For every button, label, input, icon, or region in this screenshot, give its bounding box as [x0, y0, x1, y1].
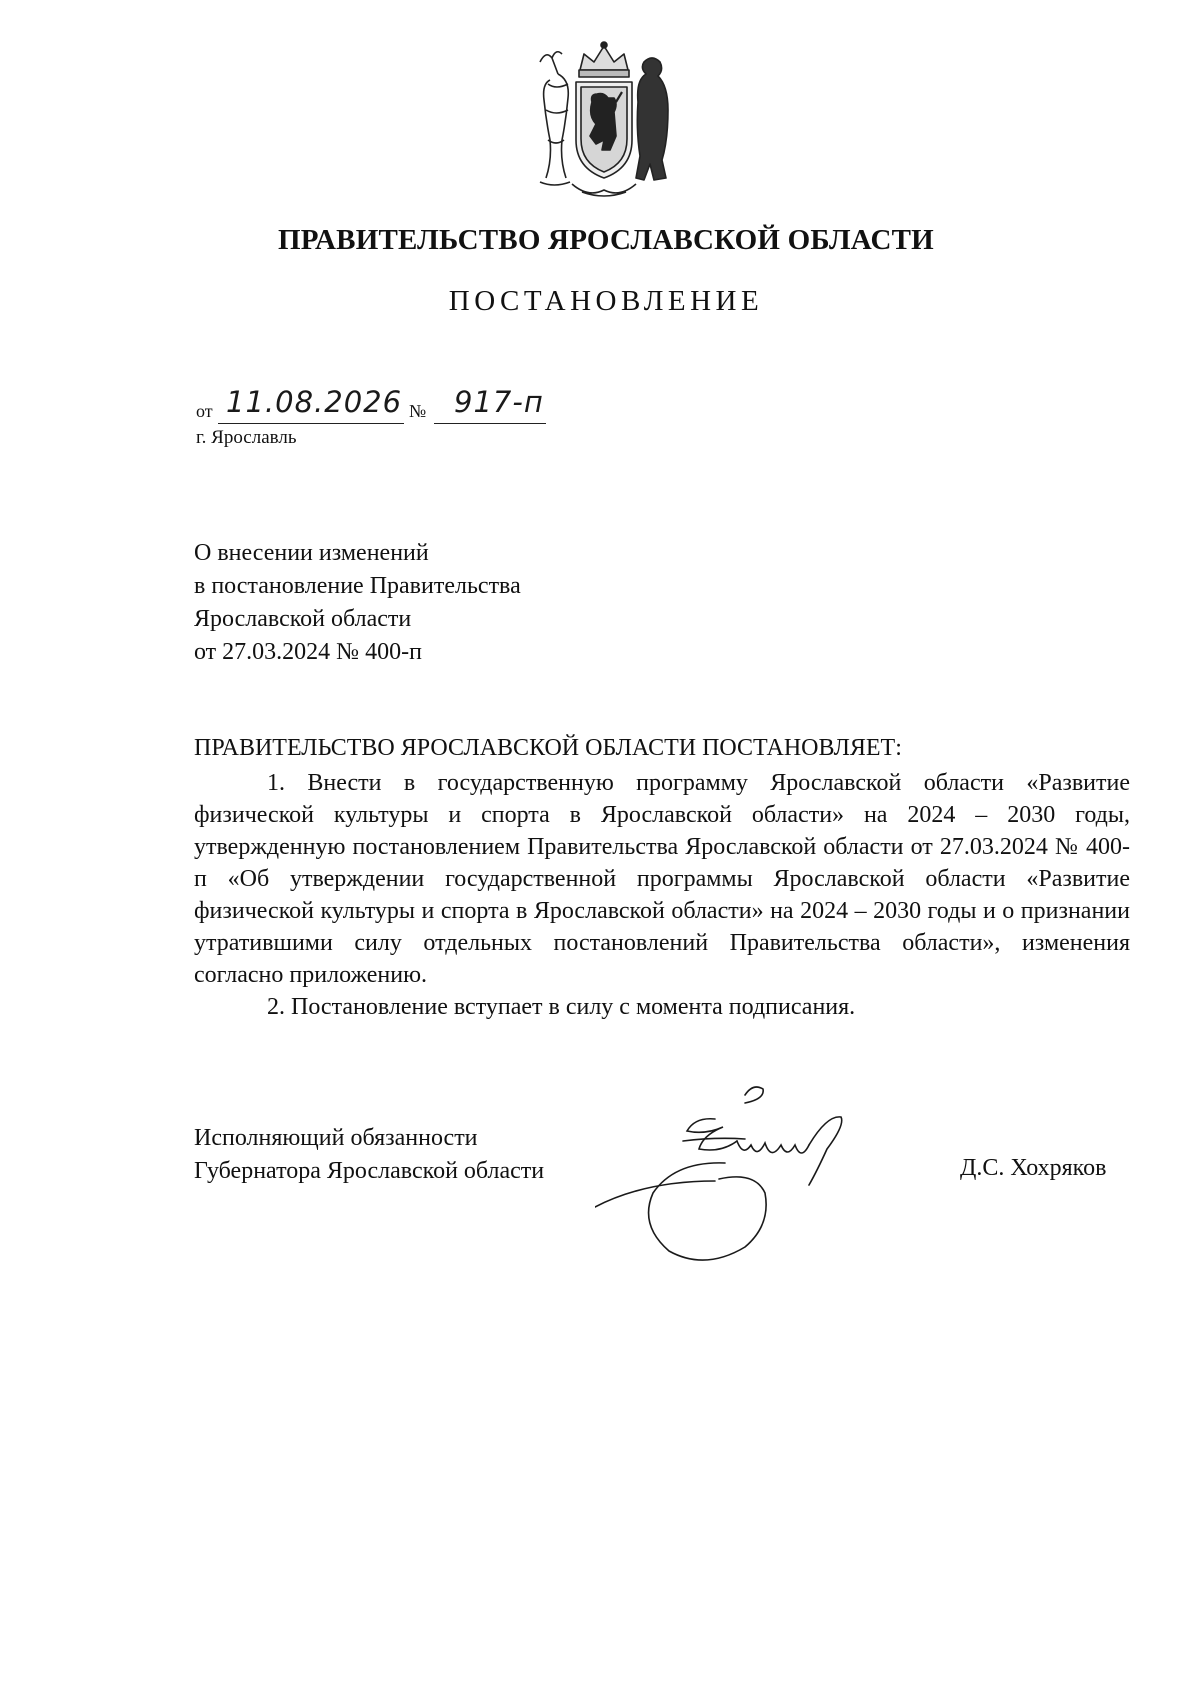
- government-title: ПРАВИТЕЛЬСТВО ЯРОСЛАВСКОЙ ОБЛАСТИ: [278, 224, 934, 256]
- paragraph-1: 1. Внести в государственную программу Ярославской области «Развитие физической культуры и спорта в Ярославской области» на 2024 – 2030 годы, утвержденную постановлением Правительства Ярославской области от 27.03.2024 № 400-п «Об утверждении государственной программы Ярославской области «Развитие физической культуры и спорта в Ярославской области» на 2024 – 2030 годы и о признании утратившими силу отдельных постановлений Правительства области», изменения согласно приложению.: [194, 770, 1130, 988]
- signatory-name: Д.С. Хохряков: [960, 1155, 1107, 1181]
- date-prefix: от: [196, 401, 213, 421]
- number-prefix: №: [409, 401, 427, 421]
- registration-line: [196, 385, 576, 425]
- handwritten-signature-icon: [595, 1075, 925, 1285]
- city: г. Ярославль: [196, 427, 297, 448]
- subject-line: Ярославской области: [194, 606, 412, 632]
- coat-of-arms-icon: [532, 40, 677, 200]
- position-line: Губернатора Ярославской области: [194, 1158, 545, 1184]
- decree-body: [194, 767, 1130, 1023]
- decree-heading: ПРАВИТЕЛЬСТВО ЯРОСЛАВСКОЙ ОБЛАСТИ ПОСТАНОВЛЯЕТ:: [194, 735, 902, 761]
- subject-block: [194, 537, 794, 669]
- document-type: ПОСТАНОВЛЕНИЕ: [448, 285, 764, 317]
- subject-line: в постановление Правительства: [194, 573, 521, 599]
- position-line: Исполняющий обязанности: [194, 1125, 478, 1151]
- subject-line: О внесении изменений: [194, 540, 429, 566]
- handwritten-date: 11.08.2026: [226, 385, 403, 419]
- signatory-position: [194, 1122, 544, 1188]
- paragraph-2: 2. Постановление вступает в силу с момента подписания.: [267, 994, 856, 1020]
- subject-line: от 27.03.2024 № 400-п: [194, 639, 422, 665]
- handwritten-number: 917-п: [454, 385, 544, 419]
